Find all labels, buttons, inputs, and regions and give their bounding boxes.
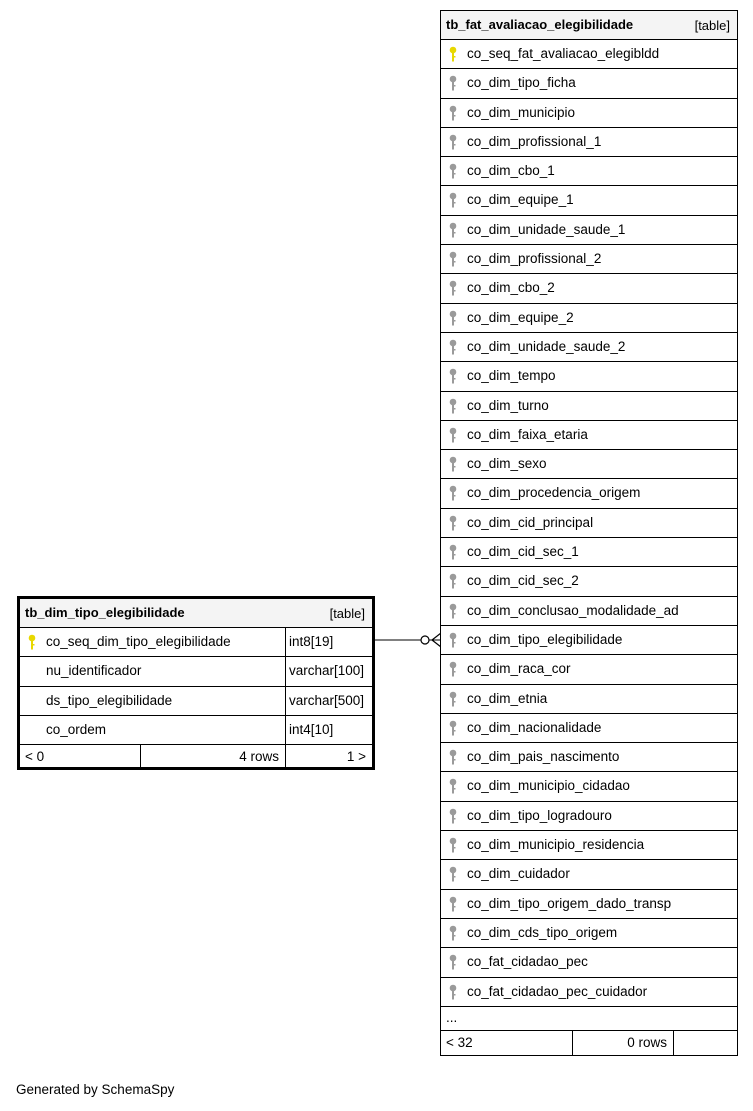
column-row[interactable]: [441, 890, 737, 919]
column-name: co_dim_cbo_2: [467, 280, 555, 296]
column-row[interactable]: [441, 743, 737, 772]
foreign-key-icon: [448, 398, 458, 415]
column-row[interactable]: [441, 772, 737, 801]
column-row[interactable]: [20, 657, 372, 686]
table-name: tb_dim_tipo_elegibilidade: [25, 605, 185, 620]
column-row[interactable]: [441, 245, 737, 274]
column-name: co_dim_tipo_origem_dado_transp: [467, 895, 672, 911]
foreign-key-icon: [448, 749, 458, 766]
column-name: co_dim_cuidador: [467, 866, 570, 882]
column-row[interactable]: [441, 40, 737, 69]
row-count: 0 rows: [572, 1031, 673, 1055]
foreign-key-icon: [448, 984, 458, 1001]
foreign-key-icon: [448, 105, 458, 122]
table-kind: [table]: [329, 606, 365, 621]
foreign-key-icon: [448, 691, 458, 708]
column-row[interactable]: [441, 362, 737, 391]
column-name: co_dim_municipio: [467, 104, 576, 120]
column-row[interactable]: [441, 831, 737, 860]
column-name: co_ordem: [46, 721, 107, 737]
column-row[interactable]: [441, 99, 737, 128]
foreign-key-icon: [448, 573, 458, 590]
ellipsis-label: ...: [446, 1009, 458, 1025]
foreign-key-icon: [448, 134, 458, 151]
column-row[interactable]: [441, 479, 737, 508]
column-name: co_dim_tipo_elegibilidade: [467, 631, 623, 647]
column-row[interactable]: [441, 186, 737, 215]
column-name: co_dim_pais_nascimento: [467, 749, 620, 765]
column-type: varchar[500]: [285, 687, 372, 715]
column-row[interactable]: [441, 128, 737, 157]
fact-table[interactable]: [440, 10, 738, 1056]
column-row[interactable]: [441, 978, 737, 1007]
column-name: co_dim_tempo: [467, 368, 556, 384]
column-row[interactable]: [441, 509, 737, 538]
table-kind: [table]: [694, 18, 730, 33]
foreign-key-icon: [448, 280, 458, 297]
foreign-key-icon: [448, 310, 458, 327]
column-name: nu_identificador: [46, 663, 142, 679]
column-name: co_dim_cbo_1: [467, 163, 555, 179]
column-row[interactable]: [441, 948, 737, 977]
foreign-key-icon: [448, 808, 458, 825]
column-name: co_dim_equipe_2: [467, 309, 574, 325]
column-name: co_fat_cidadao_pec: [467, 954, 588, 970]
column-name: co_dim_unidade_saude_2: [467, 338, 626, 354]
column-row[interactable]: [441, 392, 737, 421]
column-name: co_dim_turno: [467, 397, 549, 413]
column-row[interactable]: [20, 716, 372, 745]
column-name: co_dim_cds_tipo_origem: [467, 924, 618, 940]
foreign-key-icon: [448, 339, 458, 356]
column-name: co_dim_cid_sec_1: [467, 544, 579, 560]
table-footer: [441, 1031, 737, 1055]
more-columns-row[interactable]: [441, 1007, 737, 1031]
column-row[interactable]: [441, 685, 737, 714]
foreign-key-icon: [448, 954, 458, 971]
foreign-key-icon: [448, 896, 458, 913]
column-name: co_dim_cid_sec_2: [467, 573, 579, 589]
column-row[interactable]: [441, 274, 737, 303]
generator-credit: Generated by SchemaSpy: [16, 1082, 175, 1097]
dim-table[interactable]: [17, 596, 375, 770]
foreign-key-icon: [448, 368, 458, 385]
column-type: int4[10]: [285, 716, 372, 744]
column-row[interactable]: [441, 626, 737, 655]
foreign-key-icon: [448, 456, 458, 473]
column-type: int8[19]: [285, 628, 372, 656]
dim-table-header[interactable]: [20, 599, 372, 628]
column-name: co_dim_tipo_ficha: [467, 75, 576, 91]
column-row[interactable]: [441, 216, 737, 245]
column-name: co_seq_fat_avaliacao_elegibldd: [467, 46, 660, 61]
column-name: co_dim_tipo_logradouro: [467, 807, 612, 823]
foreign-key-icon: [448, 720, 458, 737]
column-name: co_dim_conclusao_modalidade_ad: [467, 602, 679, 618]
column-row[interactable]: [441, 919, 737, 948]
column-name: co_dim_sexo: [467, 456, 547, 472]
column-name: co_dim_faixa_etaria: [467, 426, 588, 442]
column-row[interactable]: [20, 628, 372, 657]
column-row[interactable]: [441, 304, 737, 333]
column-row[interactable]: [441, 69, 737, 98]
column-type: varchar[100]: [285, 657, 372, 685]
column-row[interactable]: [441, 538, 737, 567]
foreign-key-icon: [448, 632, 458, 649]
column-name: co_dim_unidade_saude_1: [467, 221, 626, 237]
column-name: co_fat_cidadao_pec_cuidador: [467, 983, 648, 999]
column-name: co_dim_raca_cor: [467, 661, 571, 677]
foreign-key-icon: [448, 192, 458, 209]
foreign-key-icon: [448, 661, 458, 678]
foreign-key-icon: [448, 251, 458, 268]
column-row[interactable]: [441, 655, 737, 684]
foreign-key-icon: [448, 837, 458, 854]
column-row[interactable]: [441, 450, 737, 479]
foreign-key-icon: [448, 515, 458, 532]
foreign-key-icon: [448, 778, 458, 795]
column-row[interactable]: [441, 597, 737, 626]
foreign-key-icon: [448, 75, 458, 92]
row-count: 4 rows: [140, 745, 285, 769]
foreign-key-icon: [448, 866, 458, 883]
column-name: co_seq_dim_tipo_elegibilidade: [46, 634, 231, 649]
fact-table-header[interactable]: [441, 11, 737, 40]
column-name: co_dim_equipe_1: [467, 192, 574, 208]
table-footer: [20, 745, 372, 769]
column-name: ds_tipo_elegibilidade: [46, 692, 173, 708]
column-row[interactable]: [441, 714, 737, 743]
column-row[interactable]: [20, 687, 372, 716]
column-row[interactable]: [441, 157, 737, 186]
column-row[interactable]: [441, 567, 737, 596]
column-row[interactable]: [441, 333, 737, 362]
children-link[interactable]: 1 >: [285, 745, 372, 769]
column-row[interactable]: [441, 421, 737, 450]
column-name: co_dim_profissional_2: [467, 251, 602, 267]
parents-link[interactable]: < 32: [446, 1034, 473, 1050]
column-name: co_dim_municipio_cidadao: [467, 778, 630, 794]
column-name: co_dim_municipio_residencia: [467, 837, 645, 853]
foreign-key-icon: [448, 222, 458, 239]
foreign-key-icon: [448, 427, 458, 444]
column-row[interactable]: [441, 860, 737, 889]
parents-link[interactable]: < 0: [25, 749, 45, 765]
primary-key-icon: [448, 46, 458, 63]
table-name: tb_fat_avaliacao_elegibilidade: [446, 17, 634, 32]
column-name: co_dim_etnia: [467, 690, 548, 706]
foreign-key-icon: [448, 163, 458, 180]
column-name: co_dim_profissional_1: [467, 133, 602, 149]
foreign-key-icon: [448, 485, 458, 502]
column-name: co_dim_cid_principal: [467, 514, 594, 530]
foreign-key-icon: [448, 544, 458, 561]
foreign-key-icon: [448, 603, 458, 620]
foreign-key-icon: [448, 925, 458, 942]
children-link[interactable]: [673, 1031, 737, 1055]
column-name: co_dim_procedencia_origem: [467, 485, 641, 501]
column-row[interactable]: [441, 802, 737, 831]
column-name: co_dim_nacionalidade: [467, 719, 602, 735]
primary-key-icon: [27, 634, 37, 651]
